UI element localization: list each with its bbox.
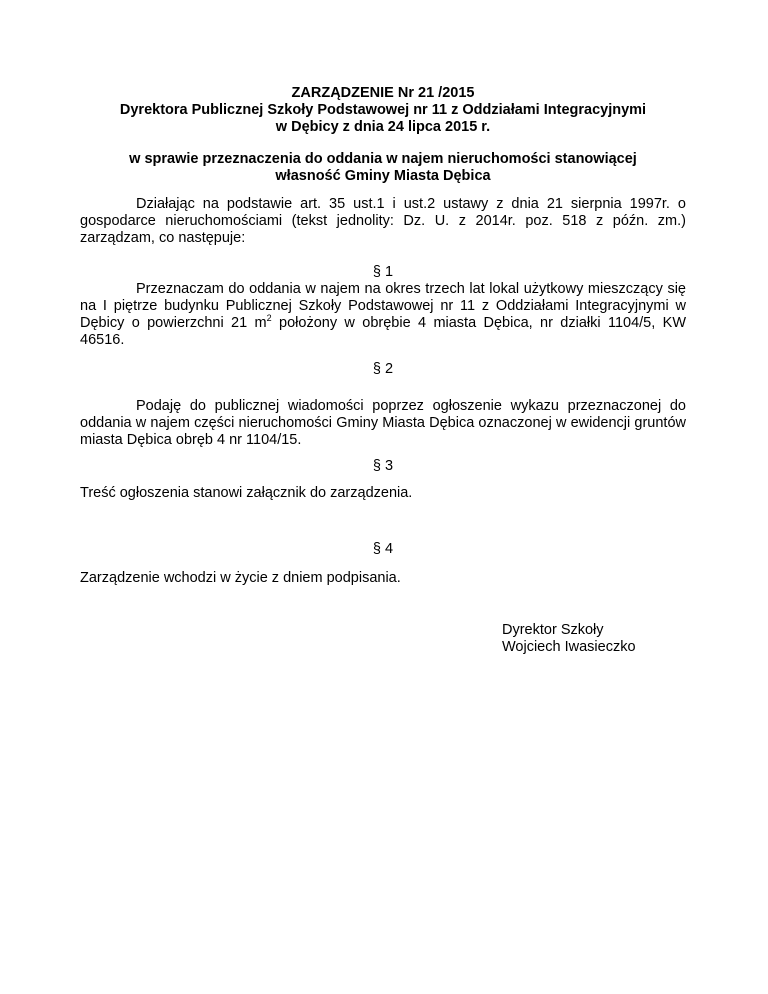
document-title: ZARZĄDZENIE Nr 21 /2015	[291, 85, 475, 101]
document-header	[80, 85, 686, 136]
signature-block	[502, 622, 636, 656]
signatory-name: Wojciech Iwasieczko	[502, 639, 636, 655]
section-3-text: Treść ogłoszenia stanowi załącznik do zarządzenia.	[80, 485, 413, 501]
superscript-2: 2	[266, 313, 272, 324]
date-line: w Dębicy z dnia 24 lipca 2015 r.	[275, 119, 491, 135]
section-1-text	[80, 281, 686, 349]
issuer-line: Dyrektora Publicznej Szkoły Podstawowej nr 11 z Oddziałami Integracyjnymi	[119, 102, 647, 118]
section-2-heading: § 2	[372, 361, 394, 377]
section-3-heading: § 3	[372, 458, 394, 474]
document-subject	[80, 151, 686, 185]
section-1-text-tail: położony w obrębie 4 miasta Dębica, nr działki 1104/5, KW 46516.	[80, 315, 686, 348]
section-2-text: Podaję do publicznej wiadomości poprzez ogłoszenie wykazu przeznaczonej do oddania w najem części nieruchomości Gminy Miasta Dębica oznaczonej w ewidencji gruntów miasta Dębica obręb 4 nr 1104/15.	[80, 398, 686, 448]
section-1-text-main: Przeznaczam do oddania w najem na okres trzech lat lokal użytkowy mieszczący się na I piętrze budynku Publicznej Szkoły Podstawowej nr 11 z Oddziałami Integracyjnymi w Dębicy o powierzchni 21 m	[80, 281, 686, 331]
intro-paragraph: Działając na podstawie art. 35 ust.1 i ust.2 ustawy z dnia 21 sierpnia 1997r. o gospodarce nieruchomościami (tekst jednolity: Dz. U. z 2014r. poz. 518 z późn. zm.) zarządzam, co następuje:	[80, 196, 686, 246]
section-1-heading: § 1	[372, 264, 394, 280]
section-4-text: Zarządzenie wchodzi w życie z dniem podpisania.	[80, 570, 401, 586]
subject-line-2: własność Gminy Miasta Dębica	[275, 168, 491, 184]
signatory-title: Dyrektor Szkoły	[502, 622, 604, 638]
section-4-heading: § 4	[372, 541, 394, 557]
subject-line-1: w sprawie przeznaczenia do oddania w najem nieruchomości stanowiącej	[129, 151, 637, 167]
